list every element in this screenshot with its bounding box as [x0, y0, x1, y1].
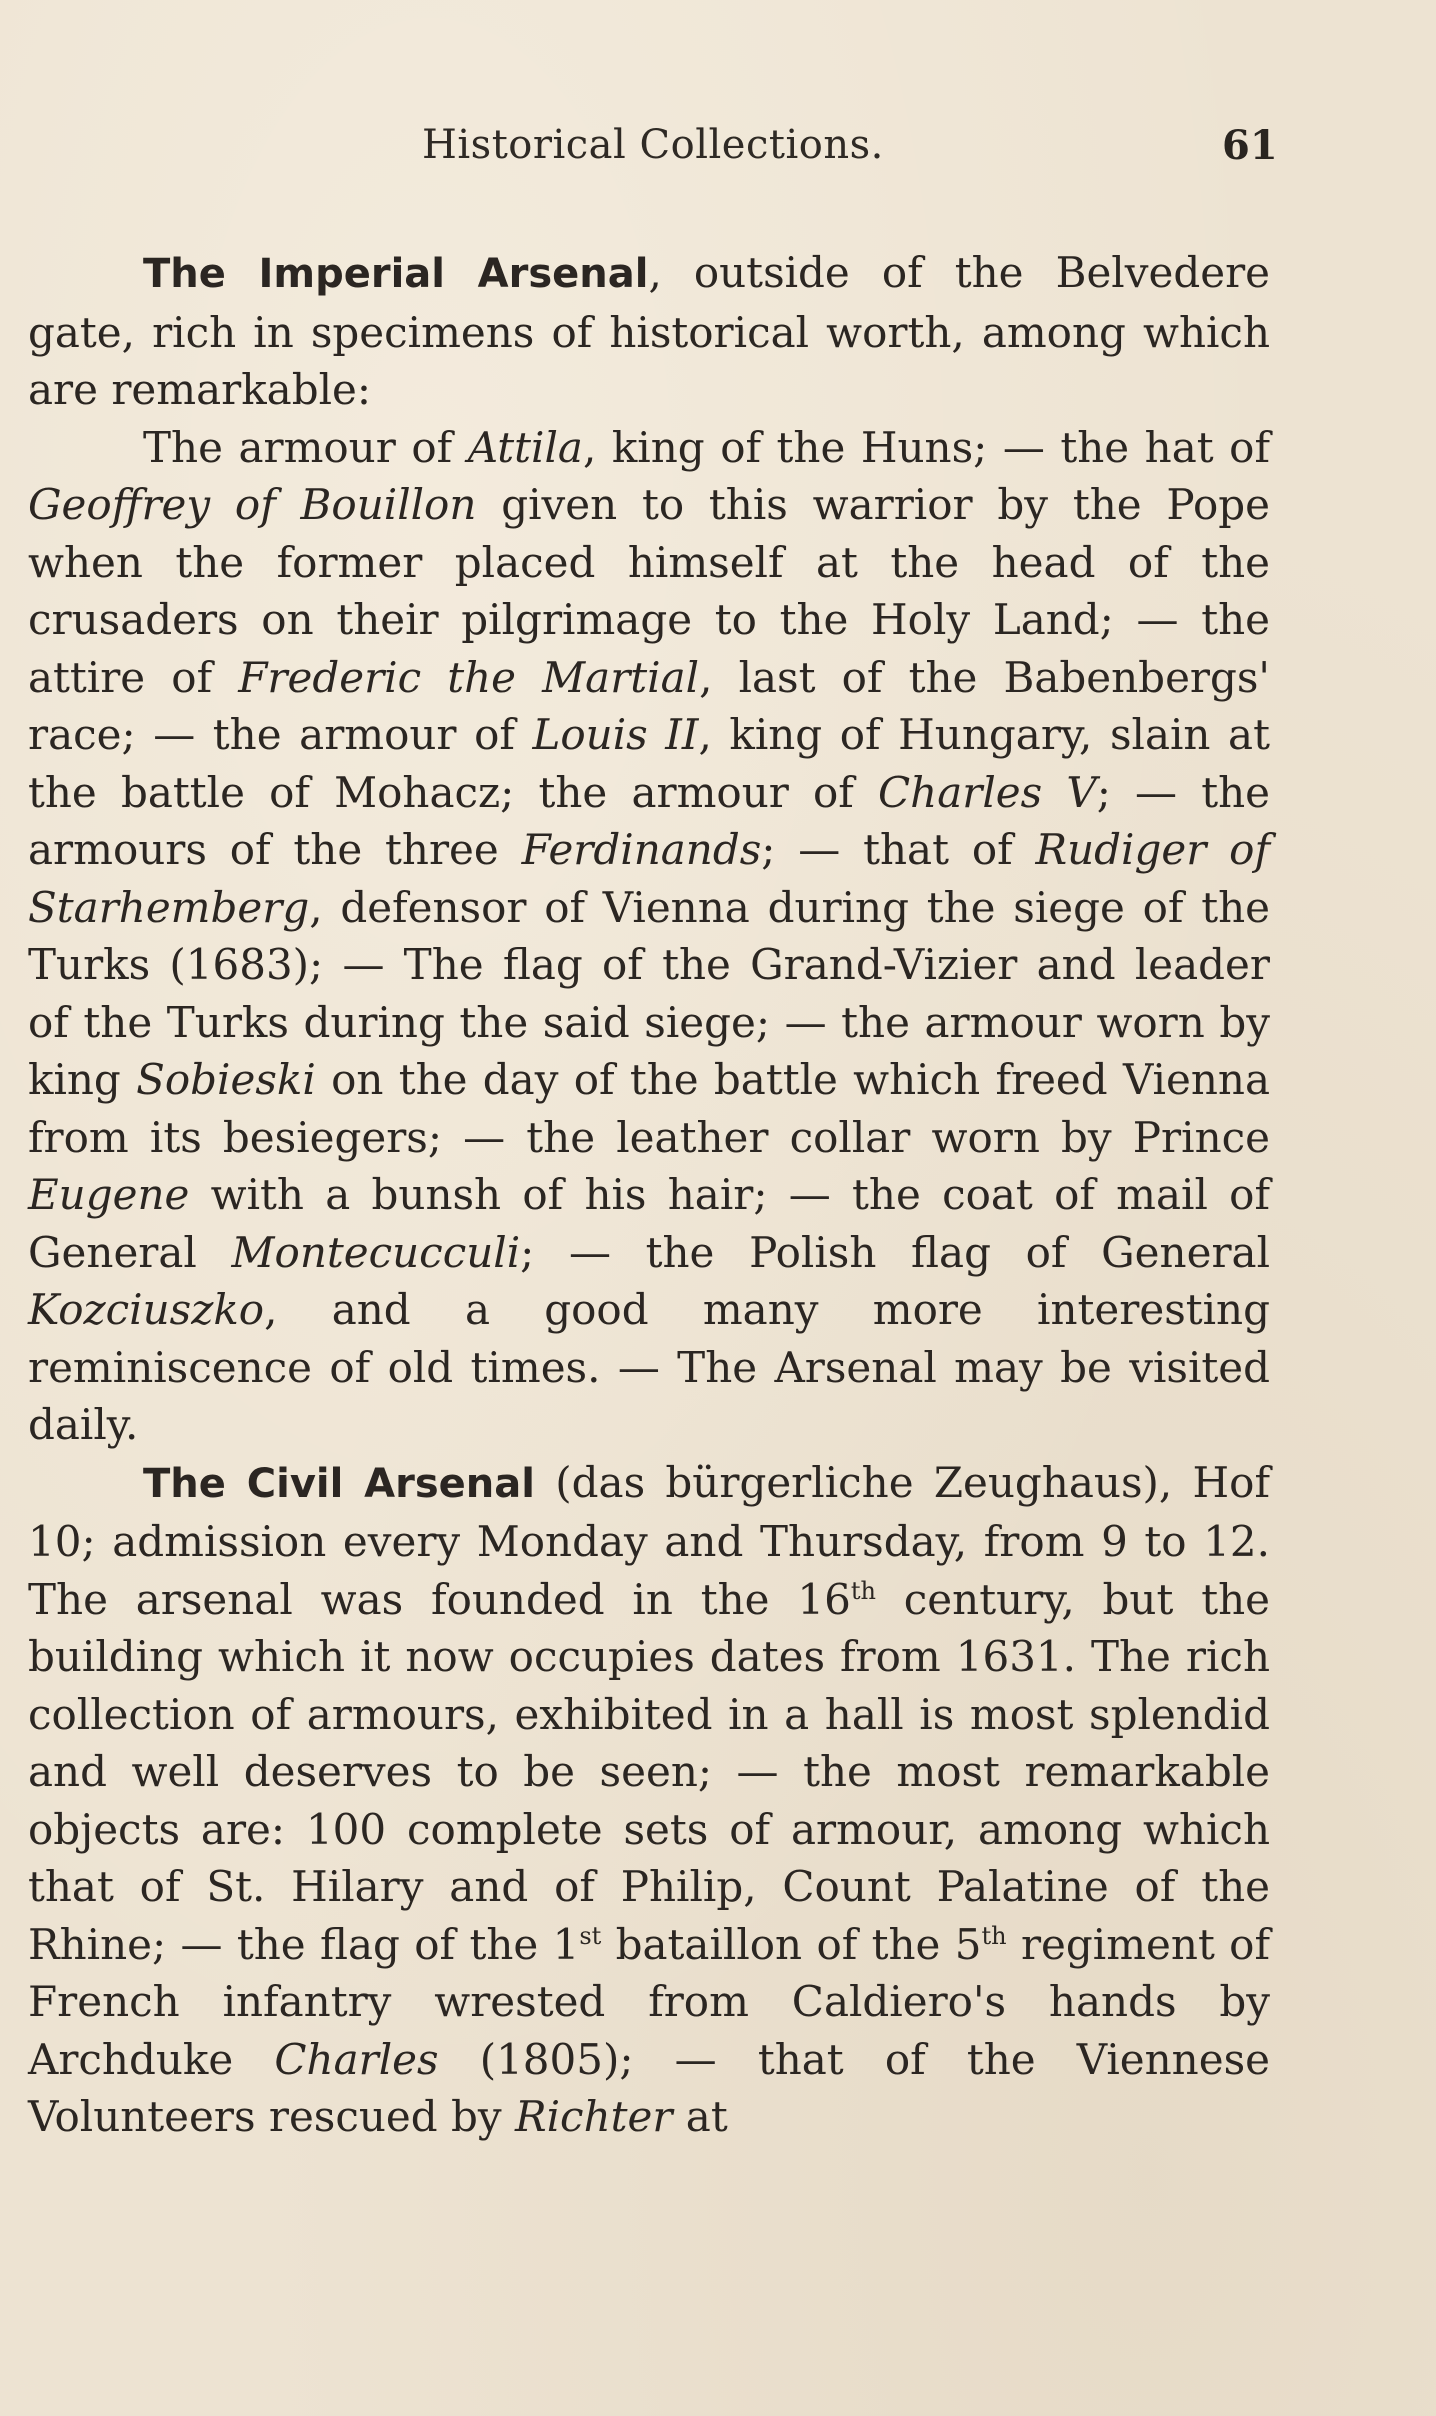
name-italic: Frederic the Martial	[238, 652, 700, 702]
name-italic: Eugene	[28, 1170, 190, 1219]
name-italic: Attila	[467, 422, 583, 472]
text-run: The armour of	[143, 422, 468, 472]
body-text	[28, 244, 1270, 2146]
paragraph-imperial-arsenal	[28, 244, 1270, 419]
text-run: at	[672, 2092, 728, 2141]
text-run: , king of the Huns; — the hat of	[582, 422, 1270, 472]
text-run: (1805); — that of the Viennese Volunteers rescued by	[28, 2034, 1270, 2141]
name-italic: Geoffrey of Bouillon	[28, 480, 477, 529]
name-italic: Louis II	[532, 710, 699, 759]
running-title: Historical Collections.	[422, 122, 884, 168]
name-italic: Sobieski	[136, 1055, 316, 1104]
name-italic: Charles V	[878, 767, 1097, 817]
name-italic: Richter	[514, 2092, 673, 2141]
text-run: , outside of the Belvedere gate, rich in specimens of historical worth, among which are remarkable:	[28, 248, 1270, 414]
text-run: , king of Hungary, slain at the battle of Mohacz; the armour of	[28, 710, 1270, 817]
running-head	[0, 122, 1436, 178]
text-run: regiment of French infantry wrested from Caldiero's hands by Archduke	[28, 1919, 1270, 2084]
name-italic: Ferdinands	[521, 825, 762, 874]
text-run: century, but the building which it now occupies dates from 1631. The rich collection of armours, exhibited in a hall is most splendid and well deserves to be seen; — the most remarkable objects are: 100 complete sets of armour, among which that of St. Hilary and of Philip, Count Palatine of the Rhine; — the flag of the 1	[28, 1574, 1270, 1969]
superscript: th	[850, 1576, 876, 1605]
superscript: st	[579, 1921, 602, 1950]
text-run: (das bürgerliche Zeughaus), Hof 10; admission every Monday and Thursday, from 9 to 12. The arsenal was founded in the 16	[28, 1457, 1270, 1624]
text-run: with a bunsh of his hair; — the coat of mail of General	[28, 1170, 1270, 1277]
text-run: given to this warrior by the Pope when the former placed himself at the head of the crusaders on their pilgrimage to the Holy Land; — the attire of	[28, 480, 1270, 702]
name-italic: Montecucculi	[231, 1227, 521, 1277]
text-run: , defensor of Vienna during the siege of the Turks (1683); — The flag of the Grand-Vizier and leader of the Turks during the said siege; — the armour worn by king	[28, 882, 1270, 1104]
text-run: ; — the Polish flag of General	[520, 1227, 1270, 1277]
page-number: 61	[1222, 122, 1278, 169]
text-run: , and a good many more interesting reminiscence of old times. — The Arsenal may be visited daily.	[28, 1285, 1270, 1449]
name-italic: Kozciuszko	[28, 1285, 265, 1334]
paragraph-lead: The Imperial Arsenal	[143, 251, 649, 297]
name-italic: Charles	[274, 2034, 439, 2084]
superscript: th	[981, 1921, 1007, 1950]
text-run: on the day of the battle which freed Vienna from its besiegers; — the leather collar worn by Prince	[28, 1055, 1270, 1162]
text-run: , last of the Babenbergs' race; — the armour of	[28, 652, 1270, 759]
name-italic: Rudiger of Starhemberg	[28, 825, 1270, 932]
paragraph-armour-list	[28, 419, 1270, 1454]
text-run: bataillon of the 5	[601, 1919, 982, 1969]
paragraph-civil-arsenal	[28, 1454, 1270, 2146]
text-run: ; — that of	[761, 825, 1036, 874]
paragraph-lead: The Civil Arsenal	[143, 1460, 535, 1507]
text-run: ; — the armours of the three	[28, 767, 1271, 874]
